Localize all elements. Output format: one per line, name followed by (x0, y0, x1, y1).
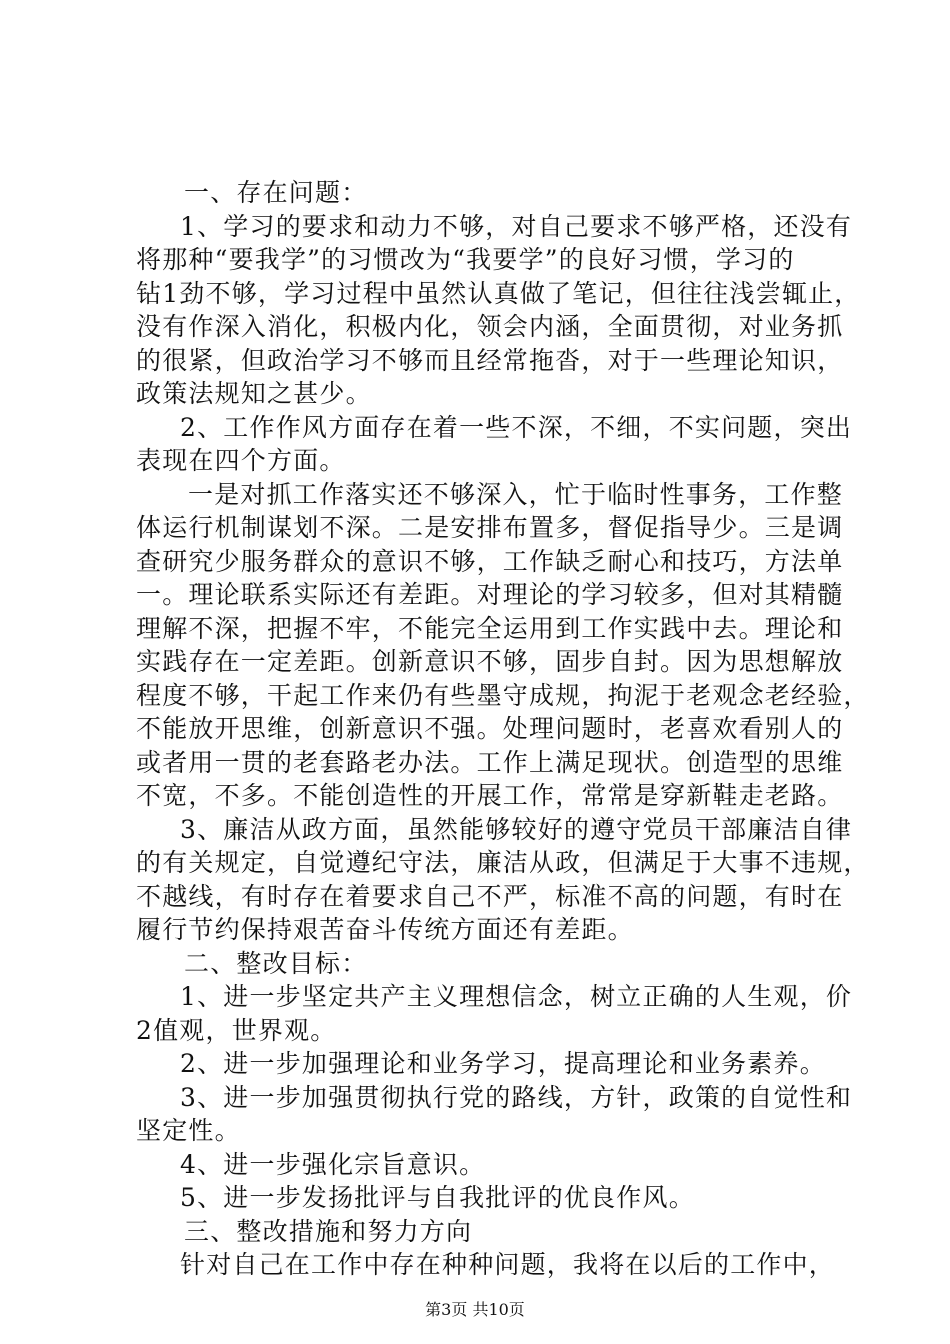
text-line: 2、进一步加强理论和业务学习，提高理论和业务素养。 (180, 1049, 826, 1078)
text-line: 1、进一步坚定共产主义理想信念，树立正确的人生观，价 (180, 982, 853, 1011)
text-line: 坚定性。 (136, 1116, 241, 1145)
text-line: 1、学习的要求和动力不够，对自己要求不够严格，还没有 (180, 211, 853, 241)
text-line: 查研究少服务群众的意识不够，工作缺乏耐心和技巧，方法单 (136, 546, 844, 576)
text-line: 5、进一步发扬批评与自我批评的优良作风。 (180, 1183, 695, 1212)
text-line: 理解不深，把握不牢，不能完全运用到工作实践中去。理论和 (136, 613, 844, 643)
page-footer: 第3页 共10页 (425, 1300, 525, 1319)
text-line: 针对自己在工作中存在种种问题，我将在以后的工作中， (180, 1250, 836, 1279)
text-line: 不宽，不多。不能创造性的开展工作，常常是穿新鞋走老路。 (136, 781, 844, 810)
text-line: 二、整改目标： (184, 948, 368, 978)
text-line: 没有作深入消化，积极内化，领会内涵，全面贯彻，对业务抓 (136, 312, 844, 341)
text-line: 2、工作作风方面存在着一些不深，不细，不实问题，突出 (180, 412, 853, 442)
text-line: 政策法规知之甚少。 (136, 379, 372, 408)
text-line: 表现在四个方面。 (136, 446, 346, 475)
text-line: 不能放开思维，创新意识不强。处理问题时，老喜欢看别人的 (136, 714, 844, 743)
text-line: 程度不够，干起工作来仍有些墨守成规，拘泥于老观念老经验， (136, 680, 870, 710)
text-line: 体运行机制谋划不深。二是安排布置多，督促指导少。三是调 (136, 513, 844, 542)
text-line: 三、整改措施和努力方向 (184, 1216, 473, 1246)
text-line: 一、存在问题： (184, 178, 368, 207)
text-line: 不越线，有时存在着要求自己不严，标准不高的问题，有时在 (136, 881, 844, 911)
text-line: 的有关规定，自觉遵纪守法，廉洁从政，但满足于大事不违规， (136, 848, 870, 877)
text-line: 2值观，世界观。 (136, 1015, 337, 1045)
text-line: 钻1劲不够，学习过程中虽然认真做了笔记，但往往浅尝辄止， (136, 278, 861, 308)
text-line: 履行节约保持艰苦奋斗传统方面还有差距。 (136, 915, 634, 944)
text-line: 一。理论联系实际还有差距。对理论的学习较多，但对其精髓 (136, 580, 844, 609)
text-line: 4、进一步强化宗旨意识。 (180, 1149, 486, 1179)
text-line: 的很紧，但政治学习不够而且经常拖沓，对于一些理论知识， (136, 345, 844, 375)
text-line: 实践存在一定差距。创新意识不够，固步自封。因为思想解放 (136, 647, 844, 676)
text-line: 3、廉洁从政方面，虽然能够较好的遵守党员干部廉洁自律 (180, 814, 853, 844)
document-body (136, 176, 870, 1282)
text-line: 3、进一步加强贯彻执行党的路线，方针，政策的自觉性和 (180, 1082, 853, 1112)
text-line: 或者用一贯的老套路老办法。工作上满足现状。创造型的思维 (136, 747, 844, 777)
text-line: 将那种“要我学”的习惯改为“我要学”的良好习惯，学习的 (136, 245, 795, 274)
text-line: 一是对抓工作落实还不够深入，忙于临时性事务，工作整 (188, 479, 844, 509)
